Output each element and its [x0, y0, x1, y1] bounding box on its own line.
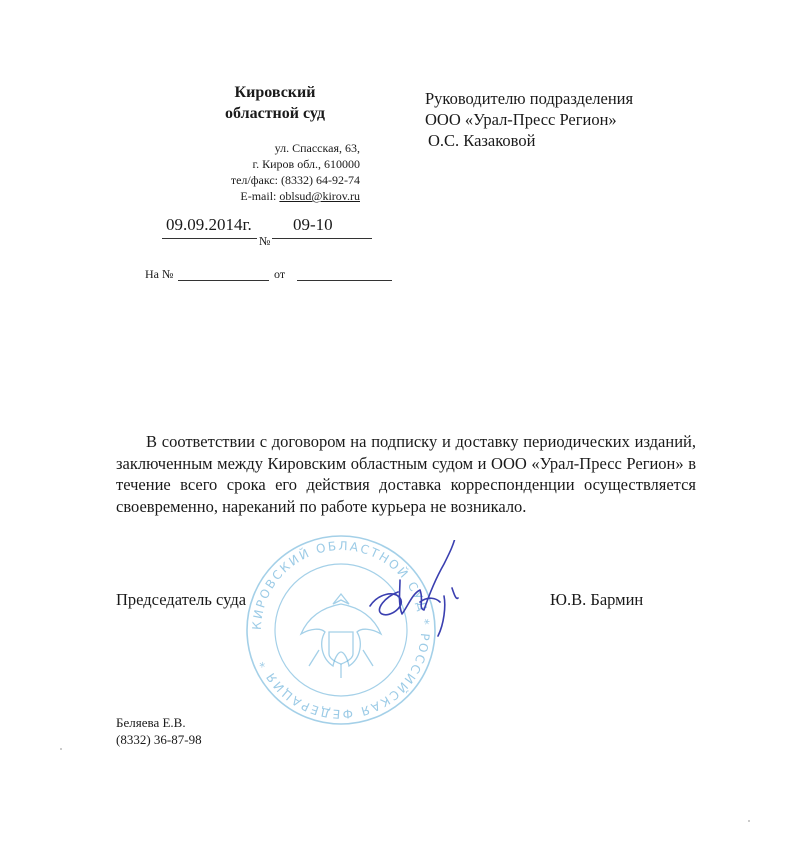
outgoing-number-line: [272, 238, 372, 239]
court-name-line2: областной суд: [225, 105, 325, 122]
signatory-name: Ю.В. Бармин: [550, 590, 644, 609]
recipient-person: О.С. Казаковой: [428, 131, 536, 150]
email-line: [150, 188, 360, 204]
scan-speck: [60, 748, 62, 750]
reference-label: На №: [145, 267, 174, 281]
reference-date-line: [297, 280, 392, 281]
recipient-block: [425, 88, 633, 151]
phone-fax: тел/факс: (8332) 64-92-74: [230, 173, 360, 187]
outgoing-date: 09.09.2014г.: [166, 215, 252, 234]
handwritten-signature: [360, 540, 470, 650]
email-link[interactable]: oblsud@kirov.ru: [279, 189, 360, 203]
executor-block: [116, 714, 202, 748]
recipient-company: ООО «Урал-Пресс Регион»: [425, 110, 617, 129]
reference-from: от: [274, 267, 286, 281]
signatory-title: Председатель суда: [116, 590, 247, 609]
court-name-line1: Кировский: [234, 84, 316, 101]
scan-speck: [748, 820, 750, 822]
outgoing-number: 09-10: [293, 215, 333, 234]
number-sign: №: [259, 234, 271, 248]
court-name: [190, 82, 360, 124]
recipient-position: Руководителю подразделения: [425, 89, 634, 108]
email-label: E-mail:: [240, 189, 280, 203]
letter-body: [116, 431, 696, 517]
reference-number-line: [178, 280, 269, 281]
outgoing-date-line: [162, 238, 257, 239]
executor-name: Беляева Е.В.: [116, 715, 186, 730]
address-street: ул. Спасская, 63,: [274, 141, 360, 155]
body-paragraph: В соответствии с договором на подписку и доставку периодических изданий, заключенным между Кировским областным судом и ООО «Урал-Пресс Регион» в течение всего срока его действия доставка корреспонденции осуществляется своевременно, нареканий по работе курьера не возникало.: [116, 432, 696, 516]
address-city: г. Киров обл., 610000: [252, 157, 360, 171]
executor-phone: (8332) 36-87-98: [116, 732, 202, 747]
stamp-text: КИРОВСКИЙ ОБЛАСТНОЙ СУД * РОССИЙСКАЯ ФЕДЕРАЦИЯ *: [249, 538, 433, 722]
